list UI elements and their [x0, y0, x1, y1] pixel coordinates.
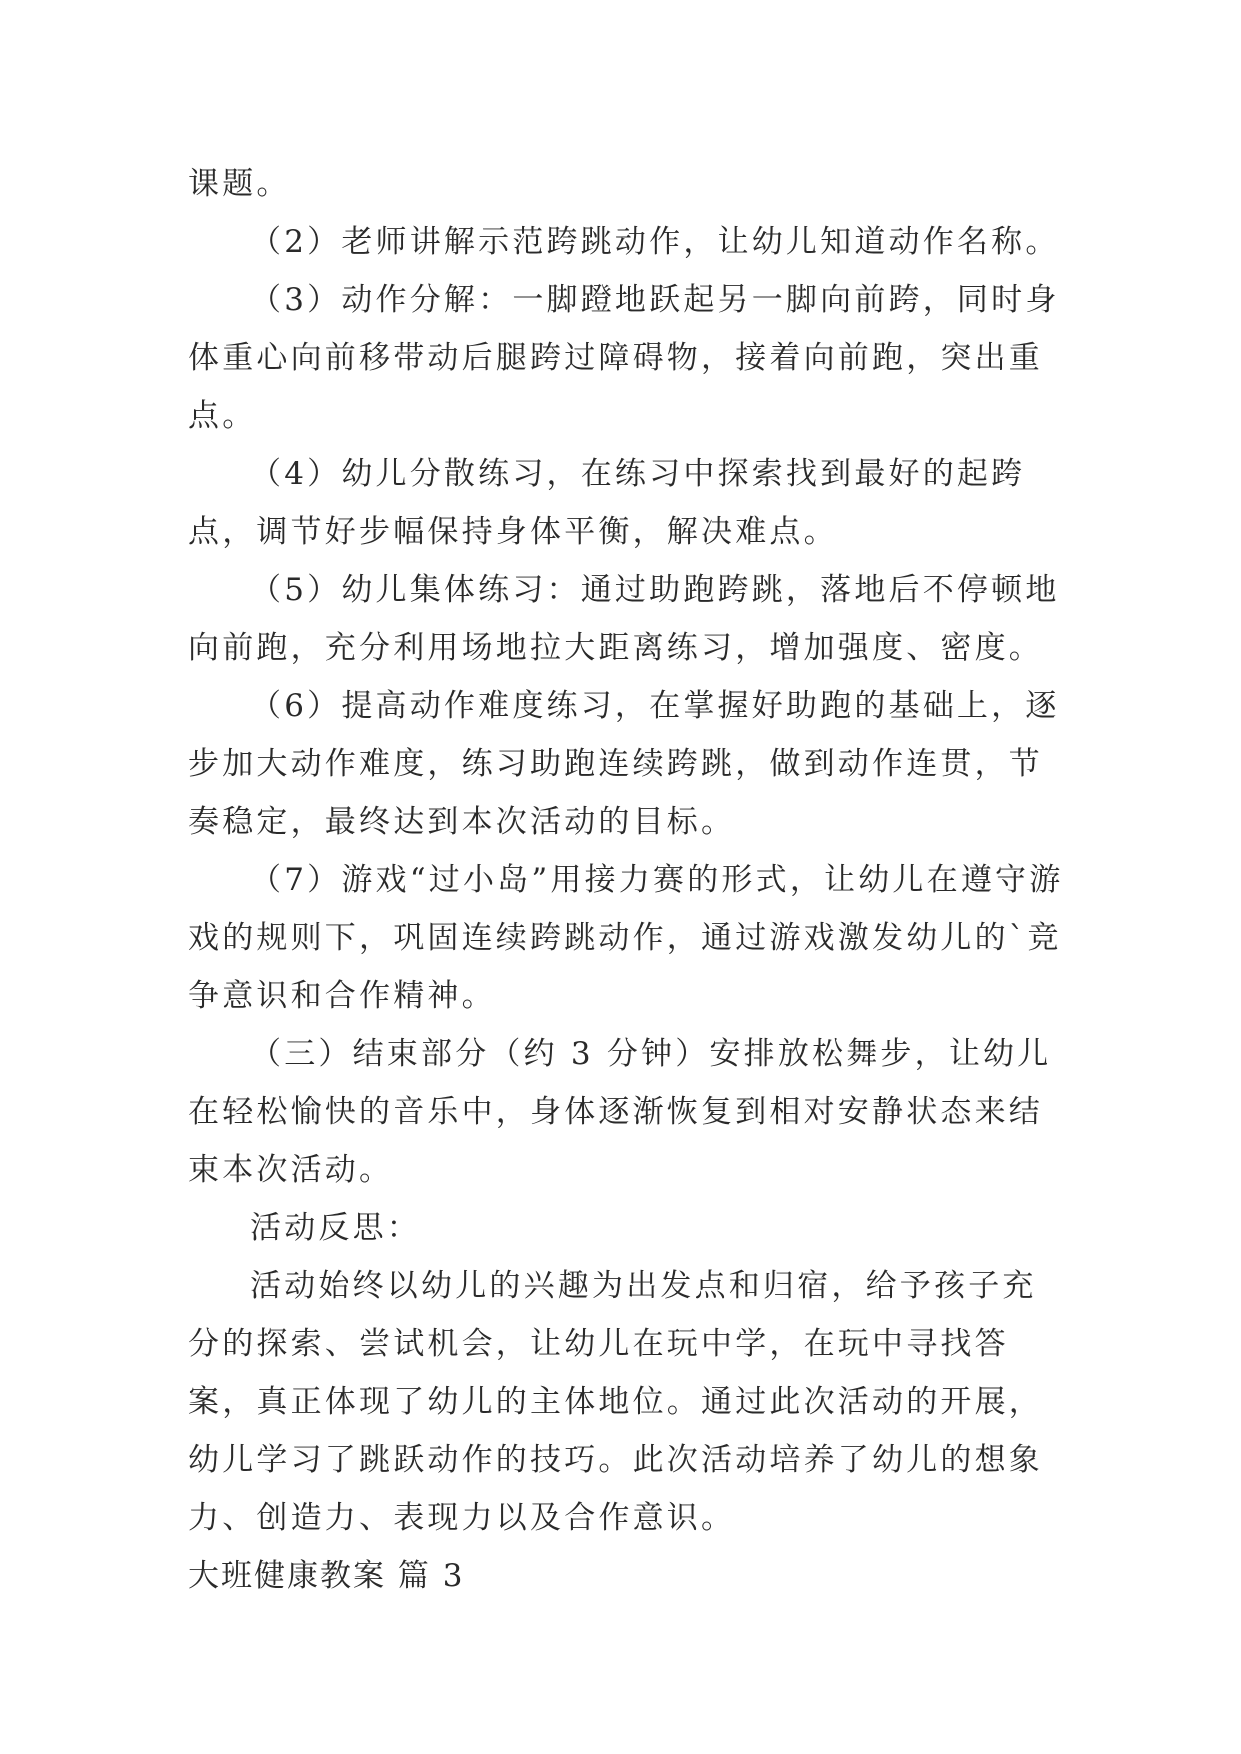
paragraph-step-7: （7）游戏“过小岛”用接力赛的形式，让幼儿在遵守游戏的规则下，巩固连续跨跳动作，通过游戏激发幼儿的`竞争意识和合作精神。 — [188, 862, 1064, 1014]
section-heading: 大班健康教案 篇 3 — [188, 1558, 465, 1594]
paragraph-step-5: （5）幼儿集体练习：通过助跑跨跳，落地后不停顿地向前跑，充分利用场地拉大距离练习，增加强度、密度。 — [188, 572, 1060, 666]
paragraph-step-2: （2）老师讲解示范跨跳动作，让幼儿知道动作名称。 — [250, 224, 1060, 260]
paragraph-reflection-label: 活动反思： — [250, 1210, 421, 1246]
paragraph-reflection-body: 活动始终以幼儿的兴趣为出发点和归宿，给予孩子充分的探索、尝试机会，让幼儿在玩中学，在玩中寻找答案，真正体现了幼儿的主体地位。通过此次活动的开展，幼儿学习了跳跃动作的技巧。此次活动培养了幼儿的想象力、创造力、表现力以及合作意识。 — [188, 1268, 1043, 1536]
paragraph-step-3: （3）动作分解：一脚蹬地跃起另一脚向前跨，同时身体重心向前移带动后腿跨过障碍物，接着向前跑，突出重点。 — [188, 282, 1060, 434]
paragraph-step-6: （6）提高动作难度练习，在掌握好助跑的基础上，逐步加大动作难度，练习助跑连续跨跳，做到动作连贯，节奏稳定，最终达到本次活动的目标。 — [188, 688, 1060, 840]
document-body — [188, 155, 1068, 1605]
paragraph-continued: 课题。 — [188, 166, 291, 202]
paragraph-step-4: （4）幼儿分散练习，在练习中探索找到最好的起跨点，调节好步幅保持身体平衡，解决难点。 — [188, 456, 1026, 550]
paragraph-ending-part: （三）结束部分（约 3 分钟）安排放松舞步，让幼儿在轻松愉快的音乐中，身体逐渐恢复到相对安静状态来结束本次活动。 — [188, 1036, 1052, 1188]
